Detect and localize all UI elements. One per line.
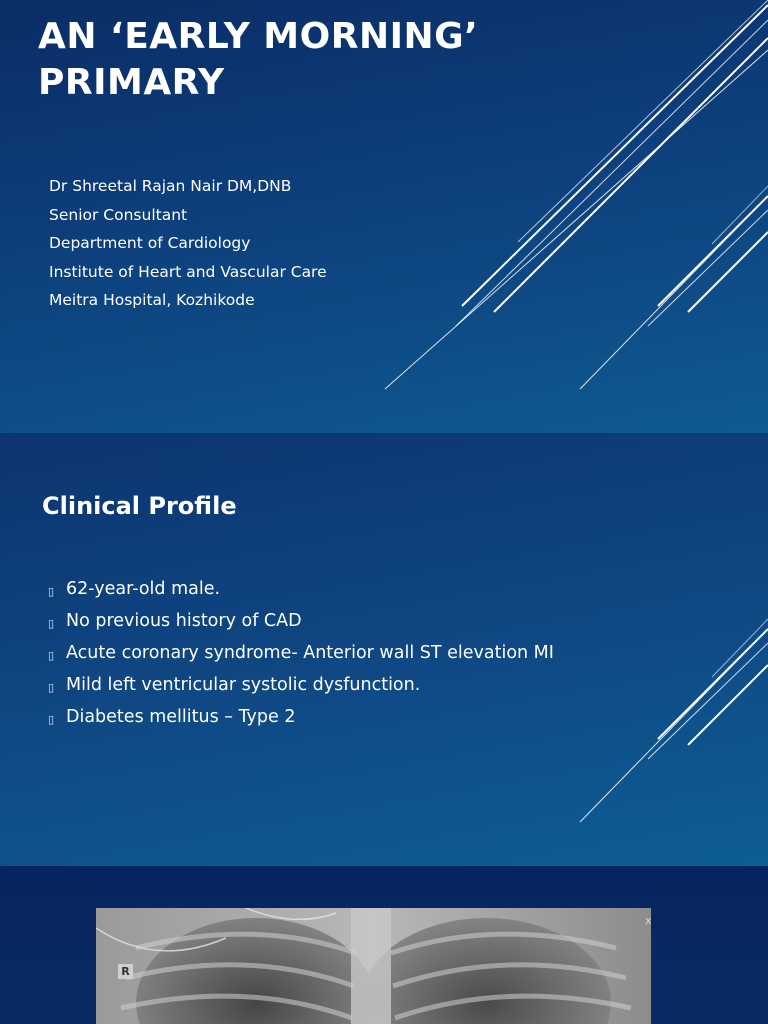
bullet-text: No previous history of CAD — [66, 611, 302, 631]
author-name: Dr Shreetal Rajan Nair DM,DNB — [49, 177, 292, 195]
author-department: Department of Cardiology — [49, 234, 251, 252]
xray-corner-mark: x — [645, 914, 652, 927]
bullet-item — [48, 701, 554, 733]
bullet-list — [48, 573, 554, 733]
bullet-text: 62-year-old male. — [66, 579, 221, 599]
chest-xray-image — [96, 908, 651, 1024]
bullet-text: Diabetes mellitus – Type 2 — [66, 707, 296, 727]
author-hospital: Meitra Hospital, Kozhikode — [49, 291, 255, 309]
title-slide — [0, 0, 768, 433]
bullet-text: Acute coronary syndrome- Anterior wall ST elevation MI — [66, 643, 554, 663]
slide-title: Clinical Profile — [42, 492, 237, 520]
bullet-icon: ▯ — [48, 617, 55, 630]
author-institute: Institute of Heart and Vascular Care — [49, 262, 327, 281]
bullet-icon: ▯ — [48, 713, 55, 726]
author-position: Senior Consultant — [49, 205, 188, 224]
bullet-item — [48, 573, 554, 605]
presentation-title — [38, 14, 478, 106]
bullet-icon: ▯ — [48, 681, 55, 694]
title-line: PRIMARY — [38, 62, 225, 103]
bullet-icon: ▯ — [48, 585, 55, 598]
bullet-item — [48, 637, 554, 669]
xray-slide — [0, 866, 768, 1024]
author-block — [49, 172, 327, 315]
bullet-text: Mild left ventricular systolic dysfunction. — [66, 675, 421, 695]
bullet-item — [48, 669, 554, 701]
bullet-icon: ▯ — [48, 649, 55, 662]
xray-side-marker: R — [118, 964, 133, 979]
title-line: AN ‘EARLY MORNING’ — [38, 16, 479, 57]
clinical-profile-slide — [0, 433, 768, 866]
bullet-item — [48, 605, 554, 637]
